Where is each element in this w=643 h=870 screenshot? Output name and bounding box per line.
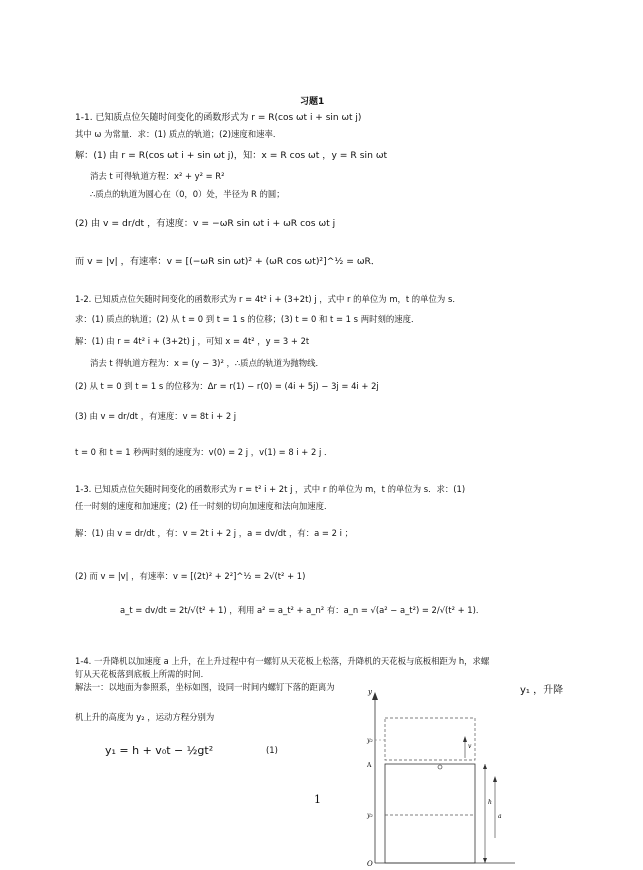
velocity-label: v [468,743,472,750]
problem-2-solution-line: t = 0 和 t = 1 秒两时刻的速度为：v(0) = 2 j ，v(1) = 8 i + 2 j ． [75,447,333,457]
problem-1-solution-line: 解：(1) 由 r = R(cos ωt i + sin ωt j)，知：x = R cos ωt ，y = R sin ωt [75,150,388,161]
point-a-label: A [367,762,372,769]
problem-1-solution-line: 而 v = |v| ，有速率：v = [(−ωR sin ωt)² + (ωR cos ωt)²]^½ = ωR． [75,256,381,267]
problem-1-solution-line: 消去 t 可得轨道方程：x² + y² = R² [90,171,225,181]
problem-1-solution-line: ∴质点的轨道为圆心在（0，0）处，半径为 R 的圆； [90,189,285,199]
problem-1-statement-cont: 其中 ω 为常量．求：(1) 质点的轨道；(2)速度和速率． [75,129,282,139]
y2-top-label: y₂ [367,737,373,744]
problem-2-solution-line: (2) 从 t = 0 到 t = 1 s 的位移为：Δr = r(1) − r(0) = (4i + 5j) − 3j = 4i + 2j [75,381,379,391]
y2-bottom-label: y₂ [367,812,373,819]
problem-2-solution-line: (3) 由 v = dr/dt ，有速度：v = 8t i + 2 j [75,411,237,421]
y-axis-arrow [372,692,378,700]
screw-icon [438,765,442,769]
problem-3-statement-cont: 任一时刻的速度和加速度；(2) 任一时刻的切向加速度和法向加速度． [75,501,333,511]
y-axis-label: y [368,688,372,696]
elevator-box [385,764,475,863]
problem-2-statement: 1-2. 已知质点位矢随时间变化的函数形式为 r = 4t² i + (3+2t) j ，式中 r 的单位为 m，t 的单位为 s． [75,294,461,304]
problem-3-solution-line: a_t = dv/dt = 2t/√(t² + 1) ，利用 a² = a_t² + a_n² 有：a_n = √(a² − a_t²) = 2/√(t² + 1)． [120,605,485,615]
problem-2-solution-line: 解：(1) 由 r = 4t² i + (3+2t) j ，可知 x = 4t² ，y = 3 + 2t [75,336,310,346]
elevator-upper-dashed [385,718,475,760]
problem-1-solution-line: (2) 由 v = dr/dt ，有速度：v = −ωR sin ωt i + ωR cos ωt j [75,218,336,229]
origin-label: O [367,860,373,868]
acceleration-label: a [498,813,502,820]
equation-1: y₁ = h + v₀t − ½gt² [105,744,214,757]
page-number: 1 [314,793,321,806]
problem-1-statement: 1-1. 已知质点位矢随时间变化的函数形式为 r = R(cos ωt i + sin ωt j) [75,113,362,123]
problem-4-statement: 1-4. 一升降机以加速度 a 上升，在上升过程中有一螺钉从天花板上松落，升降机的天花板与底板相距为 h，求螺 [75,656,490,666]
page-title: 习题1 [300,97,325,107]
problem-2-solution-line: 消去 t 得轨道方程为：x = (y − 3)² ，∴质点的轨道为抛物线． [90,358,324,368]
problem-4-solution-line: 机上升的高度为 y₂ ，运动方程分别为 [75,712,215,722]
h-label: h [488,799,492,806]
problem-4-solution-line: 解法一：以地面为参照系，坐标如图，设同一时间内螺钉下落的距离为 [75,682,335,692]
elevator-diagram [365,678,525,868]
problem-2-statement-cont: 求：(1) 质点的轨道；(2) 从 t = 0 到 t = 1 s 的位移；(3) t = 0 和 t = 1 s 两时刻的速度． [75,314,420,324]
problem-4-statement-cont: 钉从天花板落到底板上所需的时间． [75,669,209,679]
problem-4-solution-line: y₁ ，升降 [520,685,564,696]
equation-number: (1) [266,745,278,755]
problem-3-statement: 1-3. 已知质点位矢随时间变化的函数形式为 r = t² i + 2t j ，式中 r 的单位为 m，t 的单位为 s．求：(1) [75,484,466,494]
problem-3-solution-line: 解：(1) 由 v = dr/dt ，有：v = 2t i + 2 j ，a = dv/dt ，有：a = 2 i ； [75,528,353,538]
problem-3-solution-line: (2) 而 v = |v| ，有速率：v = [(2t)² + 2²]^½ = 2√(t² + 1) [75,571,306,581]
